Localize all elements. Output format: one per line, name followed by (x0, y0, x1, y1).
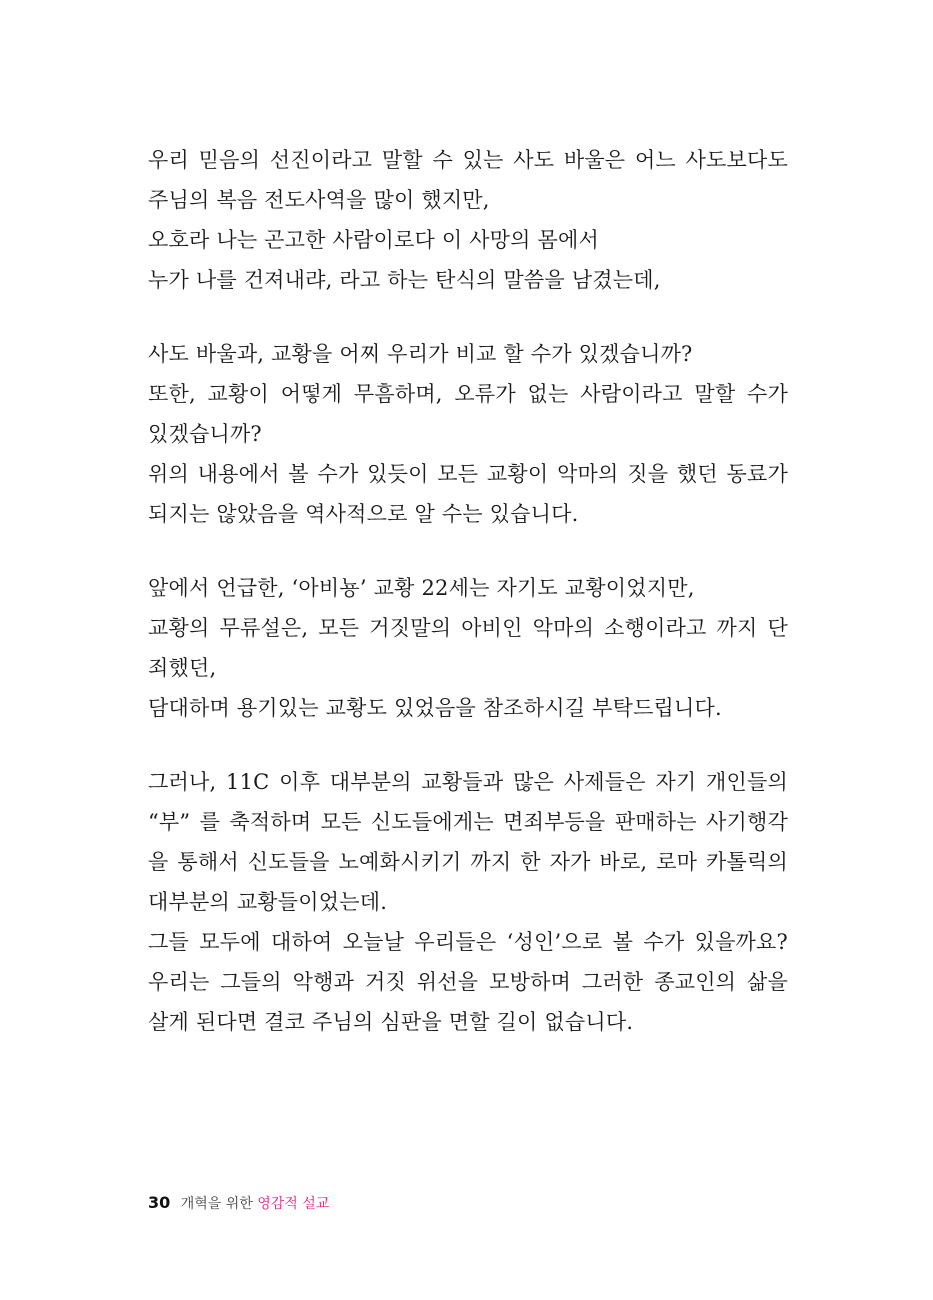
text-line: 그러나, 11C 이후 대부분의 교황들과 많은 사제들은 자기 개인들의 (148, 770, 788, 794)
page-footer (148, 1193, 329, 1214)
text-line: 우리는 그들의 악행과 거짓 위선을 모방하며 그러한 종교인의 삶을 (148, 970, 788, 994)
book-title-accent: 영감적 설교 (257, 1196, 330, 1212)
text-line: 앞에서 언급한, ‘아비뇽’ 교황 22세는 자기도 교황이었지만, (148, 576, 695, 600)
text-line: 담대하며 용기있는 교황도 있었음을 참조하시길 부탁드립니다. (148, 696, 722, 720)
text-line: 주님의 복음 전도사역을 많이 했지만, (148, 188, 490, 212)
page-number: 30 (148, 1193, 171, 1212)
paragraph-2 (148, 334, 788, 534)
text-line: “부” 를 축적하며 모든 신도들에게는 면죄부등을 판매하는 사기행각 (148, 810, 788, 834)
page-body (148, 140, 788, 1076)
book-title-prefix: 개혁을 위한 (180, 1196, 253, 1212)
text-line: 있겠습니까? (148, 422, 262, 446)
text-line: 을 통해서 신도들을 노예화시키기 까지 한 자가 바로, 로마 카톨릭의 (148, 850, 788, 874)
text-line: 누가 나를 건져내랴, 라고 하는 탄식의 말씀을 남겼는데, (148, 268, 661, 292)
text-line: 대부분의 교황들이었는데. (148, 890, 388, 914)
text-line: 살게 된다면 결코 주님의 심판을 면할 길이 없습니다. (148, 1010, 634, 1034)
text-line: 위의 내용에서 볼 수가 있듯이 모든 교황이 악마의 짓을 했던 동료가 (148, 462, 788, 486)
text-line: 죄했던, (148, 656, 217, 680)
paragraph-3 (148, 568, 788, 728)
text-line: 또한, 교황이 어떻게 무흠하며, 오류가 없는 사람이라고 말할 수가 (148, 382, 788, 406)
text-line: 사도 바울과, 교황을 어찌 우리가 비교 할 수가 있겠습니까? (148, 342, 693, 366)
text-line: 그들 모두에 대하여 오늘날 우리들은 ‘성인’으로 볼 수가 있을까요? (148, 930, 788, 954)
text-line: 오호라 나는 곤고한 사람이로다 이 사망의 몸에서 (148, 228, 599, 252)
paragraph-4 (148, 762, 788, 1042)
paragraph-1 (148, 140, 788, 300)
text-line: 되지는 않았음을 역사적으로 알 수는 있습니다. (148, 502, 579, 526)
text-line: 우리 믿음의 선진이라고 말할 수 있는 사도 바울은 어느 사도보다도 (148, 148, 788, 172)
text-line: 교황의 무류설은, 모든 거짓말의 아비인 악마의 소행이라고 까지 단 (148, 616, 788, 640)
